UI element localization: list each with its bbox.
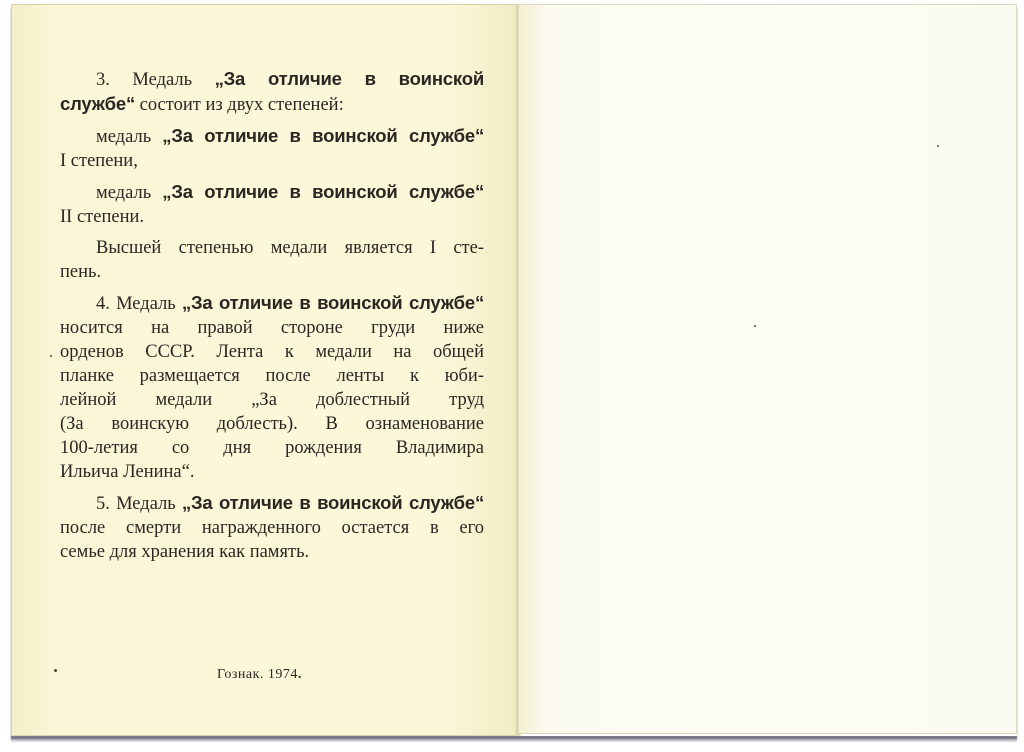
highest-line2: пень. bbox=[60, 262, 102, 282]
paragraph-5 bbox=[60, 491, 484, 564]
highest-degree bbox=[60, 236, 484, 284]
medal-name-bold-cont: службе“ bbox=[60, 93, 135, 114]
para3-number: 3. Медаль bbox=[96, 70, 215, 90]
degree2-label: II степени. bbox=[60, 207, 144, 227]
right-page-blank bbox=[518, 4, 1017, 734]
para4-line3: орденов СССР. Лента к медали на общей bbox=[60, 342, 484, 362]
para4-line4: планке размещается после ленты к юби- bbox=[60, 366, 484, 386]
medal-name-bold: „За отличие в воинской bbox=[214, 68, 484, 89]
degree1-label: I степени, bbox=[60, 151, 138, 171]
para4-line2: носится на правой стороне груди ниже bbox=[60, 318, 484, 338]
para5-line3: семье для хранения как память. bbox=[60, 542, 310, 562]
paragraph-4 bbox=[60, 291, 484, 484]
paper-speck bbox=[754, 325, 756, 327]
para5-number: 5. Медаль bbox=[96, 494, 182, 514]
para4-line7: 100-летия со дня рождения Владимира bbox=[60, 438, 484, 458]
para3-rest: состоит из двух степеней: bbox=[135, 95, 344, 115]
para4-line6: (За воинскую доблесть). В ознаменование bbox=[60, 414, 484, 434]
degree1-medal-name: „За отличие в воинской службе“ bbox=[162, 125, 485, 146]
paragraph-3 bbox=[60, 67, 484, 117]
degree-1 bbox=[60, 124, 484, 173]
para4-line5: лейной медали „За доблестный труд bbox=[60, 390, 484, 410]
printer-imprint-text: Гознак. 1974 bbox=[217, 667, 298, 682]
para5-medal-name: „За отличие в воинской службе“ bbox=[181, 492, 484, 513]
left-page bbox=[11, 4, 518, 736]
highest-line1: Высшей степенью медали является I сте- bbox=[96, 238, 484, 258]
imprint-period: . bbox=[297, 667, 302, 682]
statute-text bbox=[60, 67, 484, 571]
degree1-prefix: медаль bbox=[96, 127, 163, 147]
para4-medal-name: „За отличие в воинской службе“ bbox=[181, 292, 484, 313]
degree2-medal-name: „За отличие в воинской службе“ bbox=[162, 181, 485, 202]
degree-2 bbox=[60, 180, 484, 229]
paper-speck bbox=[54, 669, 57, 672]
printer-imprint bbox=[217, 667, 301, 683]
degree2-prefix: медаль bbox=[96, 183, 163, 203]
para5-line2: после смерти награжденного остается в его bbox=[60, 518, 484, 538]
para4-line8: Ильича Ленина“. bbox=[60, 462, 195, 482]
paper-speck bbox=[50, 355, 52, 357]
para4-number: 4. Медаль bbox=[96, 294, 182, 314]
booklet bbox=[11, 4, 1017, 736]
paper-speck bbox=[937, 145, 939, 147]
